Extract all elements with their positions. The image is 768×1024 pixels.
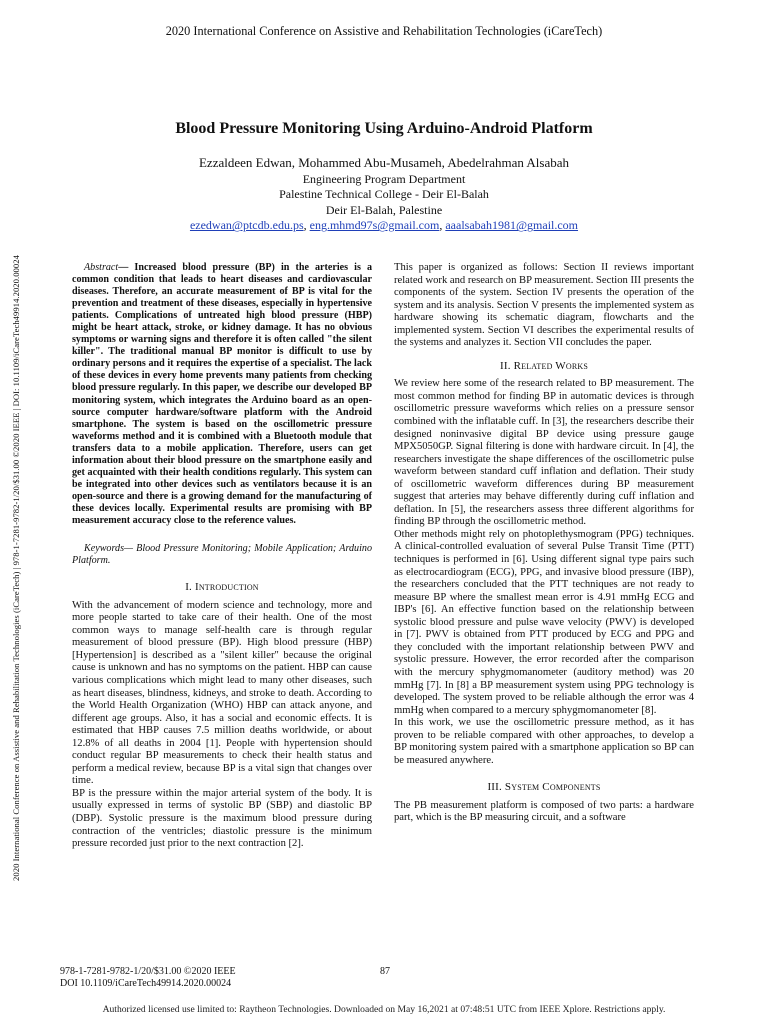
- author-names: Ezzaldeen Edwan, Mohammed Abu-Musameh, Abedelrahman Alsabah: [198, 155, 570, 170]
- email-link-3[interactable]: aaalsabah1981@gmail.com: [445, 218, 579, 233]
- email-link-2[interactable]: eng.mhmd97s@gmail.com: [309, 218, 440, 233]
- intro-paragraph-2: BP is the pressure within the major arterial system of the body. It is usually expressed in terms of systolic BP (SBP) and diastolic BP (DBP). Systolic pressure is the maximum blood pressure during contraction of the ventricles; diastolic pressure is the minimum pressure recorded just prior to the next contraction [2].: [72, 787, 372, 850]
- side-copyright-notice: 2020 International Conference on Assistive and Rehabilitation Technologies (iCareTech) | 978-1-7281-9782-1/20/$31.00 ©2020 IEEE | DOI: 10.1109/iCareTech49914.2020.00024: [11, 255, 21, 881]
- footer-doi: DOI 10.1109/iCareTech49914.2020.00024: [60, 978, 232, 989]
- abstract-label: Abstract: [84, 262, 119, 273]
- email-separator: ,: [303, 218, 310, 233]
- paper-title: Blood Pressure Monitoring Using Arduino-Android Platform: [175, 120, 593, 137]
- license-notice: Authorized licensed use limited to: Raytheon Technologies. Downloaded on May 16,2021 at 07:48:51 UTC from IEEE Xplore. Restrictions apply.: [102, 1004, 666, 1015]
- right-column: [394, 262, 694, 825]
- components-paragraph-1: The PB measurement platform is composed of two parts: a hardware part, which is the BP measuring circuit, and a software: [394, 799, 694, 824]
- abstract: [72, 262, 372, 527]
- conference-header: 2020 International Conference on Assistive and Rehabilitation Technologies (iCareTech): [165, 24, 603, 38]
- keywords: Keywords— Blood Pressure Monitoring; Mobile Application; Arduino Platform.: [72, 543, 372, 567]
- related-paragraph-1: We review here some of the research related to BP measurement. The most common method for finding BP in automatic devices is through oscillometric pressure waveforms which relies on a pressure sensor combined with the inflatable cuff. In [3], the researchers describe their designed noninvasive digital BP device using pressure gauge MPX5050GP. Signal filtering is done with hardware circuit. In [4], the researchers investigate the shape differences of the oscillometric pulse waveform between standard cuff inflation and deflation. Their study of oscillometric waveform differences during BP measurement suggest that arteries may behave differently during cuff inflation and deflation. In [5], the researchers assess three different algorithms for finding BP through the oscillometric method.: [394, 378, 694, 528]
- left-column: [72, 262, 372, 851]
- affiliation-department: Engineering Program Department: [302, 171, 466, 186]
- author-emails: [0, 218, 768, 234]
- email-link-1[interactable]: ezedwan@ptcdb.edu.ps: [189, 218, 304, 233]
- related-paragraph-2: Other methods might rely on photoplethysmogram (PPG) techniques. A clinical-controlled evaluation of several Pulse Transit Time (PTT) techniques is performed in [6]. Using different signal type pairs such as electrocardiogram (ECG), PPG, and invasive blood pressure (IBP), the researchers concluded that the PTT techniques are not ready to measure BP where the smallest mean error is 4.91 mmHg ECG and IBP's [6]. An effective function based on the relationship between systolic blood pressure and pulse wave velocity (PWV) is developed in [7]. PWV is obtained from PTT produced by ECG and PPG and they concluded with the important relationship between PWV and systolic pressure. However, the error recorded after the comparison with the mercury sphygmomanometer (auditory method) was 20 mmHg [7]. In [8] a BP measurement system using PPG technology is developed. The system proved to be reliable although the error was 4 mmHg when compared to a mercury sphygmomanometer [8].: [394, 528, 694, 716]
- section-heading-introduction: I. Introduction: [185, 581, 259, 594]
- section-heading-related-works: II. Related Works: [499, 359, 589, 372]
- page-number: 87: [380, 966, 390, 977]
- author-block: [0, 155, 768, 234]
- intro-paragraph-1: With the advancement of modern science and technology, more and more people started to take care of their health. One of the most common ways to manage self-health care is through regular measurement of blood pressure (BP). High blood pressure (HBP) [Hypertension] is described as a "silent killer" because the original cause is unknown and has no symptoms on the patient. HBP can cause various complications which might lead to many other diseases, such as heart diseases, blindness, kidneys, and stroke to death. According to the World Health Organization (WHO) HBP can attack anyone, and different age groups. Also, it has a social and economic effects. It is estimated that HBP causes 7.5 million deaths worldwide, or about 12.8% of all deaths in 2004 [1]. People with hypertension should conduct regular BP measurements to check their health status and perform a medical review, because BP is a vital sign that changes over time.: [72, 599, 372, 787]
- email-separator: ,: [439, 218, 446, 233]
- section-heading-system-components: III. System Components: [487, 781, 601, 794]
- abstract-dash: —: [118, 262, 135, 273]
- affiliation-location: Deir El-Balah, Palestine: [325, 202, 443, 217]
- organization-paragraph: This paper is organized as follows: Section II reviews important related work and research on BP measurement. Section III presents the components of the system. Section IV presents the operation of the system and its analysis. Section V presents the implemented system as hardware showing its schematic diagram, flowcharts and the implemented system. Section VI describes the experimental results of the systems and analyzes it. Section VII concludes the paper.: [394, 262, 694, 349]
- affiliation-college: Palestine Technical College - Deir El-Balah: [279, 187, 489, 202]
- abstract-text: Increased blood pressure (BP) in the arteries is a common condition that leads to heart diseases and cardiovascular diseases. Therefore, an accurate measurement of BP is vital for the prevention and treatment of these diseases, especially in hypertensive patients. Complications of untreated high blood pressure (HBP) might be heart attack, stroke, or kidney damage. It has no obvious symptoms or warning signs and therefore it is often called "the silent killer". The traditional manual BP monitor is difficult to use by ordinary persons and it requires the expertise of a specialist. The lack of these devices in every home prevents many patients from checking blood pressure regularly. In this paper, we describe our developed BP monitoring system, which integrates the Arduino board as an open-source computer hardware/software platform with the Android smartphone. The system is based on the oscillometric pressure waveforms method and it is combined with a Bluetooth module that transfers data to a mobile application. Therefore, users can get information about their blood pressure on the smartphone easily and get acquainted with their health conditions regularly. This system can be integrated into other devices such as ventilators because it is an open-source and there is a growing demand for the manufacturing of these devices locally. Experimental results are promising with BP measurement accuracy close to the reference values.: [72, 262, 373, 526]
- footer-isbn: 978-1-7281-9782-1/20/$31.00 ©2020 IEEE: [60, 966, 236, 977]
- footer-publication-info: [60, 966, 236, 990]
- related-paragraph-3: In this work, we use the oscillometric pressure method, as it has proven to be reliable compared with other approaches, to develop a BP monitoring system paired with a smartphone application so BP can be measured anywhere.: [394, 717, 694, 766]
